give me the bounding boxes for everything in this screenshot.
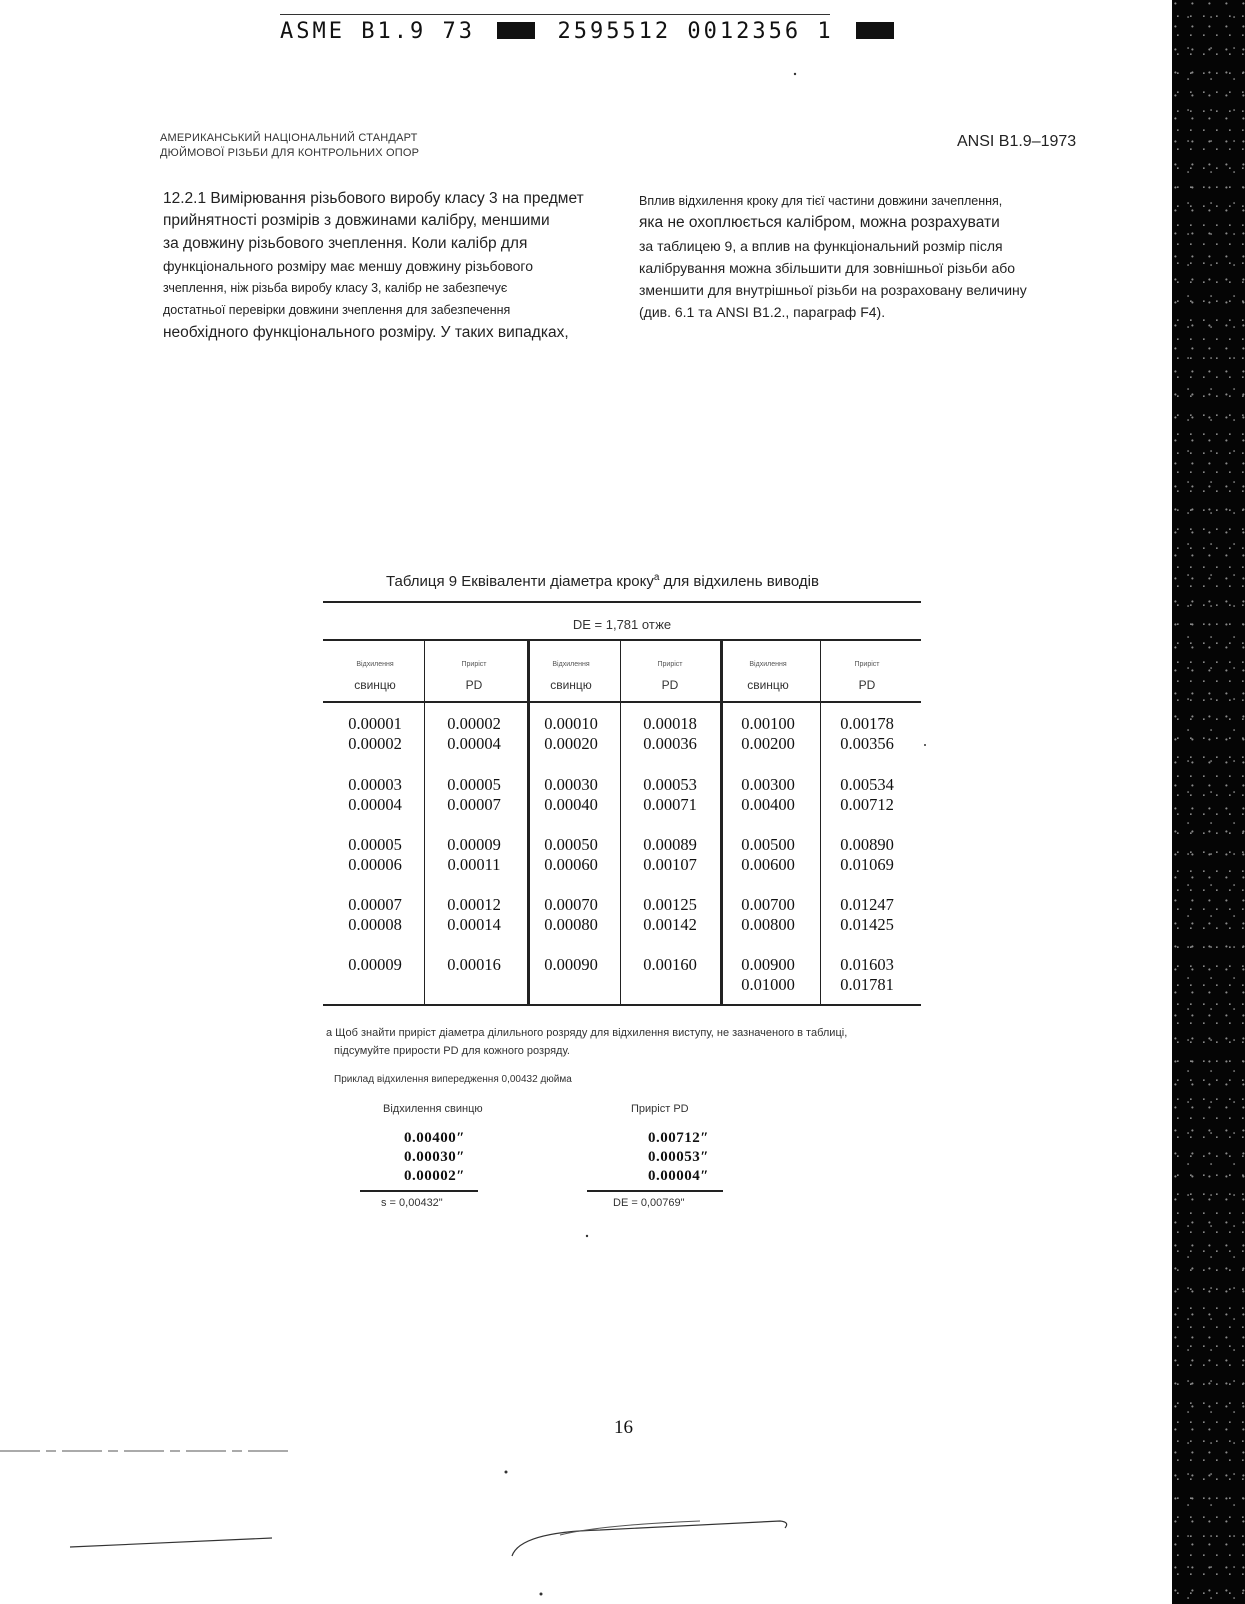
table-cell: 0.00080 bbox=[544, 915, 598, 934]
table-cell: 0.00011 bbox=[447, 855, 501, 874]
scan-artifact-dot bbox=[924, 744, 926, 746]
table-cell: 0.00008 bbox=[348, 915, 402, 934]
page-number: 16 bbox=[614, 1417, 633, 1438]
table-cell: 0.00007 bbox=[348, 895, 402, 914]
table-cell: 0.00020 bbox=[544, 734, 598, 753]
scan-artifact-dot bbox=[794, 73, 796, 75]
table-header-sub: Приріст bbox=[657, 661, 683, 668]
footnote-line1: a Щоб знайти приріст діаметра ділильного розряду для відхилення виступу, не зазначеного в таблиці, bbox=[326, 1027, 848, 1039]
table-cell: 0.00007 bbox=[447, 795, 501, 814]
example-col2-value: 0.00053″ bbox=[648, 1149, 710, 1165]
table-cell: 0.00200 bbox=[741, 734, 795, 753]
table-title-text: Таблиця 9 Еквіваленти діаметра кроку bbox=[386, 573, 654, 590]
table-cell: 0.00160 bbox=[643, 955, 697, 974]
table-header-sub: Відхилення bbox=[552, 661, 590, 668]
table-header-sub: Відхилення bbox=[749, 661, 787, 668]
table-title-superscript: a bbox=[653, 572, 660, 583]
table-cell: 0.00001 bbox=[348, 714, 402, 733]
table-cell: 0.01069 bbox=[840, 855, 894, 874]
footnote-example: Приклад відхилення випередження 0,00432 дюйма bbox=[334, 1074, 572, 1085]
table-cell: 0.00012 bbox=[447, 895, 501, 914]
table-cell: 0.00712 bbox=[840, 795, 894, 814]
body-right-line: за таблицею 9, а вплив на функціональний розмір після bbox=[639, 237, 1003, 254]
table-cell: 0.00009 bbox=[348, 955, 402, 974]
table-cell: 0.01000 bbox=[741, 975, 795, 994]
body-right-line: калібрування можна збільшити для зовнішньої різьби або bbox=[639, 259, 1016, 276]
table-cell: 0.00018 bbox=[643, 714, 697, 733]
table-header-sub: Приріст bbox=[461, 661, 487, 668]
table-header-cell: свинцю bbox=[550, 678, 592, 692]
table-cell: 0.00014 bbox=[447, 915, 501, 934]
body-left-line: за довжину різьбового зчеплення. Коли калібр для bbox=[163, 234, 528, 252]
table-cell: 0.01781 bbox=[840, 975, 894, 994]
table-cell: 0.00004 bbox=[348, 795, 402, 814]
table-cell: 0.00070 bbox=[544, 895, 598, 914]
table-cell: 0.01603 bbox=[840, 955, 894, 974]
table-cell: 0.00004 bbox=[447, 734, 501, 753]
table-header-sub: Приріст bbox=[854, 661, 880, 668]
table-cell: 0.00050 bbox=[544, 835, 598, 854]
table-cell: 0.00178 bbox=[840, 714, 894, 733]
table-cell: 0.00030 bbox=[544, 775, 598, 794]
running-header-right: ANSI B1.9–1973 bbox=[957, 133, 1077, 150]
table-cell: 0.00700 bbox=[741, 895, 795, 914]
table-header-sub: Відхилення bbox=[356, 661, 394, 668]
table-cell: 0.00071 bbox=[643, 795, 697, 814]
table-cell: 0.00090 bbox=[544, 955, 598, 974]
running-header-left-line2: ДЮЙМОВОЇ РІЗЬБИ ДЛЯ КОНТРОЛЬНИХ ОПОР bbox=[160, 147, 420, 159]
example-col2-sum: DE = 0,00769" bbox=[613, 1197, 685, 1209]
scan-artifact-dot bbox=[540, 1593, 543, 1596]
body-left-line: функціонального розміру має меншу довжину різьбового bbox=[163, 257, 534, 274]
body-right-line: Вплив відхилення кроку для тієї частини довжини зачеплення, bbox=[639, 194, 1003, 208]
table-cell: 0.00356 bbox=[840, 734, 894, 753]
example-col2-header: Приріст PD bbox=[631, 1103, 689, 1115]
table-cell: 0.00053 bbox=[643, 775, 697, 794]
table-cell: 0.00036 bbox=[643, 734, 697, 753]
body-right-line: (див. 6.1 та ANSI B1.2., параграф F4). bbox=[639, 304, 886, 321]
table-cell: 0.00142 bbox=[643, 915, 697, 934]
table-cell: 0.00005 bbox=[348, 835, 402, 854]
body-left-line: 12.2.1 Вимірювання різьбового виробу класу 3 на предмет bbox=[163, 190, 584, 207]
table-cell: 0.00010 bbox=[544, 714, 598, 733]
example-col1-sum: s = 0,00432" bbox=[381, 1197, 443, 1209]
example-col1-header: Відхилення свинцю bbox=[383, 1103, 483, 1115]
example-col1-value: 0.00002″ bbox=[404, 1168, 466, 1184]
example-col1-value: 0.00030″ bbox=[404, 1149, 466, 1165]
table-cell: 0.00002 bbox=[447, 714, 501, 733]
table-cell: 0.00002 bbox=[348, 734, 402, 753]
table-cell: 0.01247 bbox=[840, 895, 894, 914]
table-cell: 0.00800 bbox=[741, 915, 795, 934]
table-title-suffix: для відхилень виводів bbox=[659, 573, 819, 590]
table-cell: 0.00900 bbox=[741, 955, 795, 974]
scan-artifact-dot bbox=[586, 1235, 588, 1237]
table-cell: 0.00100 bbox=[741, 714, 795, 733]
body-left-line: необхідного функціонального розміру. У таких випадках, bbox=[163, 323, 569, 341]
table-cell: 0.00009 bbox=[447, 835, 501, 854]
body-left-line: достатньої перевірки довжини зчеплення для забезпечення bbox=[163, 303, 511, 318]
example-col2-value: 0.00004″ bbox=[648, 1168, 710, 1184]
example-col1-value: 0.00400″ bbox=[404, 1130, 466, 1146]
table-cell: 0.00500 bbox=[741, 835, 795, 854]
table-header-cell: PD bbox=[465, 678, 483, 692]
table-header-cell: PD bbox=[858, 678, 876, 692]
table-header-cell: PD bbox=[661, 678, 679, 692]
table-cell: 0.01425 bbox=[840, 915, 894, 934]
scan-artifact-dot bbox=[505, 1471, 508, 1474]
body-right-line: яка не охоплюється калібром, можна розрахувати bbox=[639, 214, 1000, 232]
example-col2-value: 0.00712″ bbox=[648, 1130, 710, 1146]
body-left-line: зчеплення, ніж різьба виробу класу 3, калібр не забезпечує bbox=[163, 281, 508, 296]
table-cell: 0.00400 bbox=[741, 795, 795, 814]
table-cell: 0.00534 bbox=[840, 775, 894, 794]
scan-artifact-line bbox=[70, 1538, 272, 1547]
table-cell: 0.00040 bbox=[544, 795, 598, 814]
table-cell: 0.00006 bbox=[348, 855, 402, 874]
table-cell: 0.00600 bbox=[741, 855, 795, 874]
table-cell: 0.00089 bbox=[643, 835, 697, 854]
table-header-cell: свинцю bbox=[354, 678, 396, 692]
scan-artifact-stroke bbox=[512, 1521, 787, 1556]
body-left-line: прийнятності розмірів з довжинами калібру, меншими bbox=[163, 212, 550, 230]
table-header-cell: свинцю bbox=[747, 678, 789, 692]
body-right-line: зменшити для внутрішньої різьби на розраховану величину bbox=[639, 282, 1027, 299]
table-cell: 0.00016 bbox=[447, 955, 501, 974]
table-cell: 0.00060 bbox=[544, 855, 598, 874]
table-cell: 0.00005 bbox=[447, 775, 501, 794]
table-cell: 0.00300 bbox=[741, 775, 795, 794]
table-cell: 0.00890 bbox=[840, 835, 894, 854]
table-cell: 0.00125 bbox=[643, 895, 697, 914]
table-subtitle: DE = 1,781 отже bbox=[572, 617, 672, 632]
table-cell: 0.00003 bbox=[348, 775, 402, 794]
scan-header-right: 2595512 0012356 1 bbox=[557, 19, 834, 44]
footnote-line2: підсумуйте прирости PD для кожного розряду. bbox=[334, 1045, 570, 1057]
scan-header-left: ASME B1.9 73 bbox=[280, 19, 475, 44]
running-header-left-line1: АМЕРИКАНСЬКИЙ НАЦІОНАЛЬНИЙ СТАНДАРТ bbox=[160, 132, 418, 144]
table-cell: 0.00107 bbox=[643, 855, 697, 874]
